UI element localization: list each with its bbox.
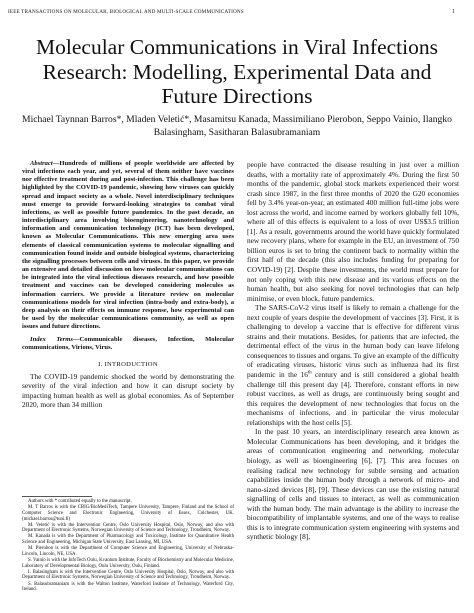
author-list: Michael Taynnan Barros*, Mladen Veletić*, Masamitsu Kanada, Massimiliano Pierobon, Seppo Vainio, Ilangko Balasingham, Sasitharan Balasubramaniam [22,114,452,138]
index-terms [22,336,234,352]
index-terms-text: —Communicable diseases, Infection, Molecular communications, Virions, Virus. [22,336,234,352]
footnote-affiliation-veletic: M. Veletić is with the Intervention Centre, Oslo University Hospital, Oslo, Norway, and also with Department of Electronic Systems, Norwegian University of Science and Technology, Trondheim, Norway. [22,522,234,534]
left-column [22,160,234,410]
footnote-affiliation-vainio: S. Vainio is with the InfoTech Oulu, Kvantum Institute, Faculty of Biochemistry and Molecular Medicine, Laboratory of Developmental Biology, Oulu University, Oulu, Finland. [22,557,234,569]
paper-title: Molecular Communications in Viral Infections Research: Modelling, Experimental Data and Future Directions [36,35,438,108]
footnote-affiliation-barros: M. T Barros is with the CBIG/BioMediTech, Tampere University, Tampere, Finland and the School of Computer Science and Electronic Engineering, University of Essex, Colchester, UK. (michael.barros@tuni.fi) [22,505,234,522]
footnote-affiliation-kanada: M. Kanada is with the Department of Pharmacology and Toxicology, Institute for Quantitative Health Science and Engineering, Michigan State University, East Lansing, MI, USA. [22,534,234,546]
body-paragraph-1: people have contracted the disease resulting in just over a million deaths, with a mortality rate of approximately 4%. During the first 50 months of the pandemic, global stock markets experienced their worst crash since 1987, in the first three months of 2020 the G20 economies fell by 3.4% year-on-year, an estimated 400 million full-time jobs were lost across the world, and income earned by workers globally fell 10%, where all of this effects is equivalent to a loss of over US$3.5 trillion [1]. As a result, governments around the world have quickly formulated new recovery plans, where for example in the EU, an investment of 750 billion euros is set to bring the continent back to normality within the first half of the decade (this also includes funding for preparing for COVID-19) [2]. Despite these investments, the world must prepare for not only coping with this new disease and its various effects on the human health, but also seeking for novel technologies that can help minimise, or even block, future pandemics. [247,160,459,303]
intro-paragraph: The COVID-19 pandemic shocked the world by demonstrating the severity of the viral infection and how it can disrupt society by impacting human health as well as global economies. As of September 2020, more than 34 million [22,371,234,410]
abstract [22,160,234,331]
body-paragraph-2-start: The SARS-CoV-2 virus itself is likely to remain a challenge for the next couple of years despite the development of vaccines [3]. First, it is challenging to develop a vaccine that is effective for different virus strains and their mutations. Besides, for patients that are infected, the detrimental effect of the virus in the human body can leave lifelong consequences to tissues and organs. To give an example of the difficulty of eradicating viruses, historic virus such as influenza had its first pandemic in the 16 [247,303,459,380]
body-paragraph-2 [247,303,459,427]
body-paragraph-2-end: century and is still considered a global health challenge till this present day [4]. Therefore, constant efforts in new robust vaccines, as well as drugs, are continuously being sought and this requires the development of new technologies that focus on the mechanisms of infections, and in particular the virus molecular relationships with the host cells [5]. [247,370,459,427]
footnote-divider [22,496,92,497]
page-number: 1 [452,9,455,15]
right-column [247,160,459,542]
abstract-lead: Abstract [30,160,53,167]
section-heading-introduction: I. INTRODUCTION [98,360,158,368]
abstract-text: —Hundreds of millions of people worldwide are affected by viral infections each year, and yet, several of them neither have vaccines nor effective treatment during and post-infection. This challenge has been highlighted by the COVID-19 pandemic, showing how viruses can quickly spread and impact society as a whole. Novel interdisciplinary techniques must emerge to provide forward-looking strategies to combat viral infections, as well as possible future pandemics. In the past decade, an interdisciplinary area involving bioengineering, nanotechnology and information and communication technology (ICT) has been developed, known as Molecular Communications. This new emerging area uses elements of classical communication systems to molecular signalling and communication found inside and outside biological systems, characterizing the signalling processes between cells and viruses. In this paper, we provide an extensive and detailed discussion on how molecular communications can be integrated into the viral infectious diseases research, and how possible treatment and vaccines can be developed considering molecules as information carriers. We provide a literature review on molecular communications models for viral infection (intra-body and extra-body), a deep analysis on their effects on immune response, how experimental can be used by the molecular communications community, as well as open issues and future directions. [22,160,234,331]
index-terms-lead: Index Terms [30,336,73,344]
footnote-equal-contribution: Authors with * contributed equally to the manuscript. [28,499,132,504]
footnote-affiliation-pierobon: M. Pierobon is with the Department of Computer Science and Engineering, University of Nebraska-Lincoln, Lincoln, NE, USA. [22,546,234,557]
footnote-affiliation-balasubramaniam: S. Balasubramaniam is with the Walton Institute, Waterford Institute of Technology, Waterford City, Ireland. [22,581,234,593]
ordinal-superscript: th [307,370,312,376]
footnotes [22,499,234,593]
body-paragraph-3: In the past 10 years, an interdisciplinary research area known as Molecular Communications has been developing, and it bridges the areas of communication engineering and networking, molecular biology, as well as bioengineering [6], [7]. This area focuses on realising radical new technology for subtle sensing and actuation capabilities inside the human body through a network of micro- and nano-sized devices [8], [9]. These devices can use the existing natural signalling of cells and tissues to interact, as well as communication with the human body. The main advantage is the ability to increase the biocompatibility of implantable systems, and one of the ways to realise this is to integrate communication system engineering with systems and synthetic biology [8], [247,427,459,542]
running-head: IEEE TRANSACTIONS ON MOLECULAR, BIOLOGICAL AND MULTI-SCALE COMMUNICATIONS [8,9,244,15]
footnote-affiliation-balasingham: I. Balasingham is with the Intervention Centre, Oslo University Hospital, Oslo, Norway, and also with Department of Electronic Systems, Norwegian University of Science and Technology, Trondheim, Norway. [22,569,234,581]
